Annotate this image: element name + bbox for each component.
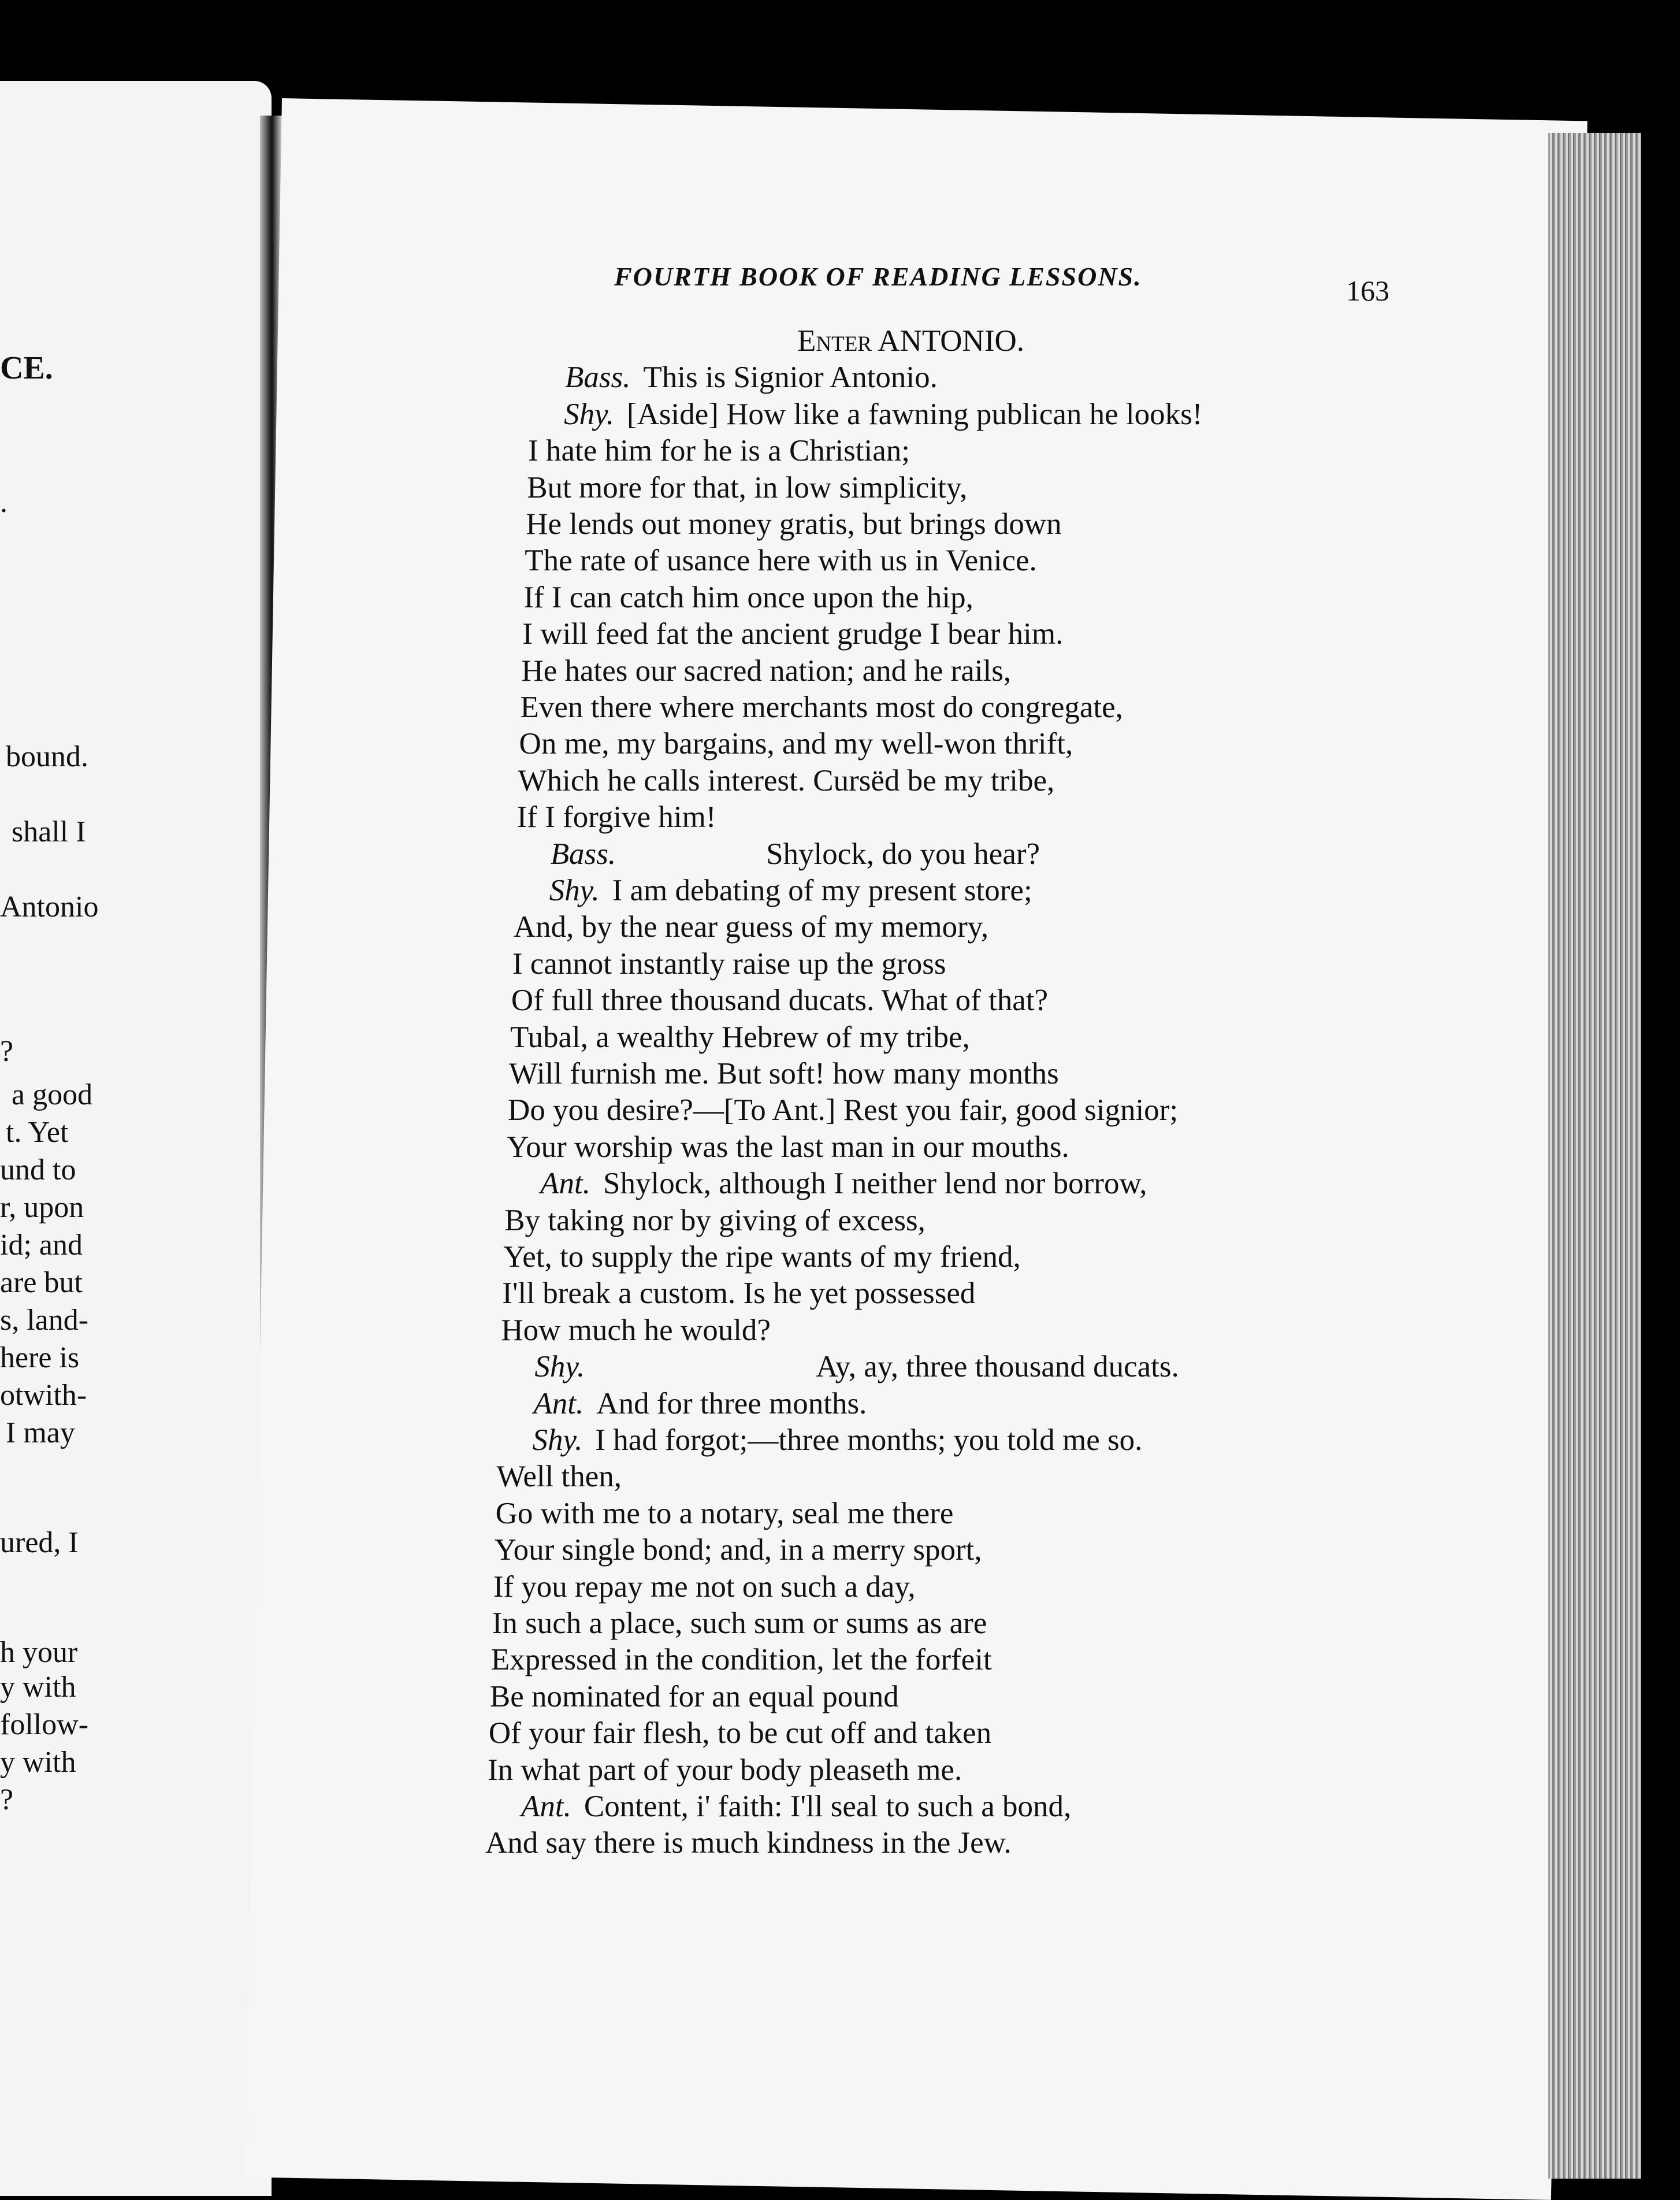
line-text: Be nominated for an equal pound — [489, 1679, 899, 1713]
speaker-label: Ant. — [540, 1167, 590, 1201]
line-text: And say there is much kindness in the Jew. — [485, 1826, 1012, 1860]
play-line — [509, 1056, 1059, 1091]
play-line — [497, 1459, 622, 1494]
line-text: If I can catch him once upon the hip, — [523, 580, 973, 614]
play-line — [517, 800, 716, 834]
play-line — [514, 910, 988, 944]
left-page-fragment: Antonio — [0, 891, 99, 923]
speaker-label: Shy. — [564, 397, 614, 431]
play-line — [797, 324, 1024, 358]
line-text: Content, i' faith: I'll seal to such a bond, — [583, 1790, 1072, 1823]
play-line — [511, 983, 1048, 1018]
line-text: I cannot instantly raise up the gross — [512, 947, 946, 981]
play-line — [503, 1240, 1021, 1274]
line-text: By taking nor by giving of excess, — [504, 1203, 926, 1237]
page-edges — [1548, 133, 1641, 2179]
line-text: And, by the near guess of my memory, — [513, 910, 989, 944]
line-text: Even there where merchants most do congregate, — [520, 691, 1123, 724]
play-line — [508, 1093, 1178, 1127]
play-line — [495, 1533, 982, 1567]
line-text: He hates our sacred nation; and he rails, — [521, 654, 1012, 688]
line-text: I'll break a custom. Is he yet possessed — [502, 1277, 976, 1311]
left-page-fragment: a good — [12, 1078, 93, 1111]
speaker-label: Bass. — [550, 837, 616, 871]
play-line — [521, 1789, 1071, 1824]
play-line — [551, 837, 1040, 871]
speaker-label: Bass. — [565, 361, 631, 395]
speaker-label: Ant. — [533, 1386, 584, 1420]
play-line — [523, 580, 973, 615]
speaker-label: Shy. — [534, 1350, 585, 1384]
line-text: This is Signior Antonio. — [643, 361, 938, 395]
play-line — [521, 690, 1123, 725]
line-text: I am debating of my present store; — [612, 874, 1032, 907]
line-text: [Aside] How like a fawning publican he looks! — [626, 397, 1203, 431]
line-text: Of your fair flesh, to be cut off and taken — [488, 1716, 992, 1750]
line-text: Your worship was the last man in our mouths. — [507, 1130, 1069, 1164]
play-line — [485, 1826, 1012, 1860]
play-line — [528, 433, 910, 468]
play-line — [488, 1753, 962, 1787]
play-line — [525, 543, 1036, 578]
line-text: On me, my bargains, and my well-won thrift, — [519, 727, 1073, 761]
play-line — [522, 617, 1063, 651]
page-number: 163 — [1346, 274, 1389, 307]
play-line — [492, 1606, 987, 1641]
line-text: The rate of usance here with us in Venice. — [525, 544, 1037, 578]
speaker-label: Shy. — [549, 874, 600, 907]
line-text: Tubal, a wealthy Hebrew of my tribe, — [510, 1020, 970, 1054]
line-text: Enter ANTONIO. — [797, 324, 1024, 358]
line-text: Go with me to a notary, seal me there — [495, 1496, 954, 1530]
line-text: In what part of your body pleaseth me. — [487, 1753, 962, 1787]
play-line — [527, 470, 967, 505]
left-page-fragment: . — [0, 486, 8, 519]
line-text: Ay, ay, three thousand ducats. — [816, 1350, 1179, 1384]
line-text: How much he would? — [501, 1313, 771, 1347]
line-text: Which he calls interest. Cursëd be my tribe, — [518, 763, 1055, 797]
play-line — [533, 1423, 1143, 1457]
line-text: In such a place, such sum or sums as are — [492, 1607, 987, 1640]
play-line — [507, 1130, 1069, 1164]
line-text: I will feed fat the ancient grudge I bear him. — [522, 617, 1064, 651]
play-line — [490, 1679, 899, 1714]
line-text: I had forgot;—three months; you told me so. — [595, 1423, 1143, 1457]
line-text: Yet, to supply the ripe wants of my friend, — [503, 1240, 1021, 1274]
line-text: If I forgive him! — [516, 800, 716, 834]
left-page-fragment: r, upon — [0, 1191, 84, 1224]
line-text: If you repay me not on such a day, — [493, 1570, 916, 1604]
left-page-fragment: I may — [6, 1416, 75, 1449]
play-line — [504, 1203, 926, 1238]
left-page-fragment: shall I — [12, 815, 86, 848]
left-page-fragment: y with — [0, 1746, 76, 1779]
play-line — [521, 654, 1011, 688]
line-text: Do you desire?—[To Ant.] Rest you fair, good signior; — [508, 1093, 1179, 1127]
running-title: FOURTH BOOK OF READING LESSONS. — [614, 262, 1142, 291]
left-page-fragment: y with — [0, 1671, 76, 1704]
play-line — [496, 1496, 954, 1531]
left-page-fragment: follow- — [0, 1708, 89, 1741]
left-page-fragment: t. Yet — [6, 1116, 69, 1149]
play-line — [491, 1642, 992, 1677]
play-line — [518, 763, 1055, 798]
play-line — [489, 1716, 991, 1750]
play-line — [502, 1276, 975, 1311]
line-text: Expressed in the condition, let the forfeit — [490, 1643, 992, 1677]
play-line — [526, 507, 1061, 541]
left-page-fragment: h your — [0, 1636, 78, 1669]
line-text: Well then, — [496, 1460, 622, 1494]
line-text: I hate him for he is a Christian; — [528, 434, 910, 468]
line-text: Will furnish me. But soft! how many months — [509, 1057, 1059, 1090]
left-page-fragment: id; and — [0, 1229, 83, 1262]
left-page-fragment: otwith- — [0, 1379, 87, 1412]
line-text: Your single bond; and, in a merry sport, — [494, 1533, 982, 1567]
left-page-fragment: s, land- — [0, 1304, 89, 1337]
speaker-label: Ant. — [521, 1790, 571, 1823]
play-line — [510, 1020, 970, 1055]
play-line — [549, 873, 1032, 908]
left-page-fragment: und to — [0, 1153, 76, 1186]
line-text: And for three months. — [596, 1386, 867, 1420]
line-text: Shylock, although I neither lend nor borrow, — [603, 1167, 1147, 1201]
left-page-fragment: ? — [0, 1783, 14, 1816]
line-text: Of full three thousand ducats. What of that? — [511, 984, 1049, 1018]
speaker-label: Shy. — [532, 1423, 583, 1457]
left-page-fragment: ured, I — [0, 1526, 79, 1559]
play-line — [493, 1570, 916, 1604]
left-page-fragment: ? — [0, 1035, 14, 1068]
line-text: He lends out money gratis, but brings down — [526, 507, 1062, 541]
play-line — [501, 1313, 771, 1348]
play-line — [565, 360, 938, 395]
play-line — [519, 726, 1073, 761]
left-page-fragment: bound. — [6, 740, 88, 773]
left-page-fragment: here is — [0, 1341, 80, 1374]
line-text: But more for that, in low simplicity, — [527, 470, 968, 504]
play-line — [540, 1166, 1147, 1201]
line-text: Shylock, do you hear? — [766, 837, 1040, 871]
play-line — [534, 1349, 1179, 1384]
left-page-fragment: are but — [0, 1266, 83, 1299]
play-line — [564, 397, 1202, 432]
play-line — [533, 1386, 867, 1421]
left-page-fragment: CE. — [0, 350, 53, 386]
play-line — [512, 947, 946, 981]
